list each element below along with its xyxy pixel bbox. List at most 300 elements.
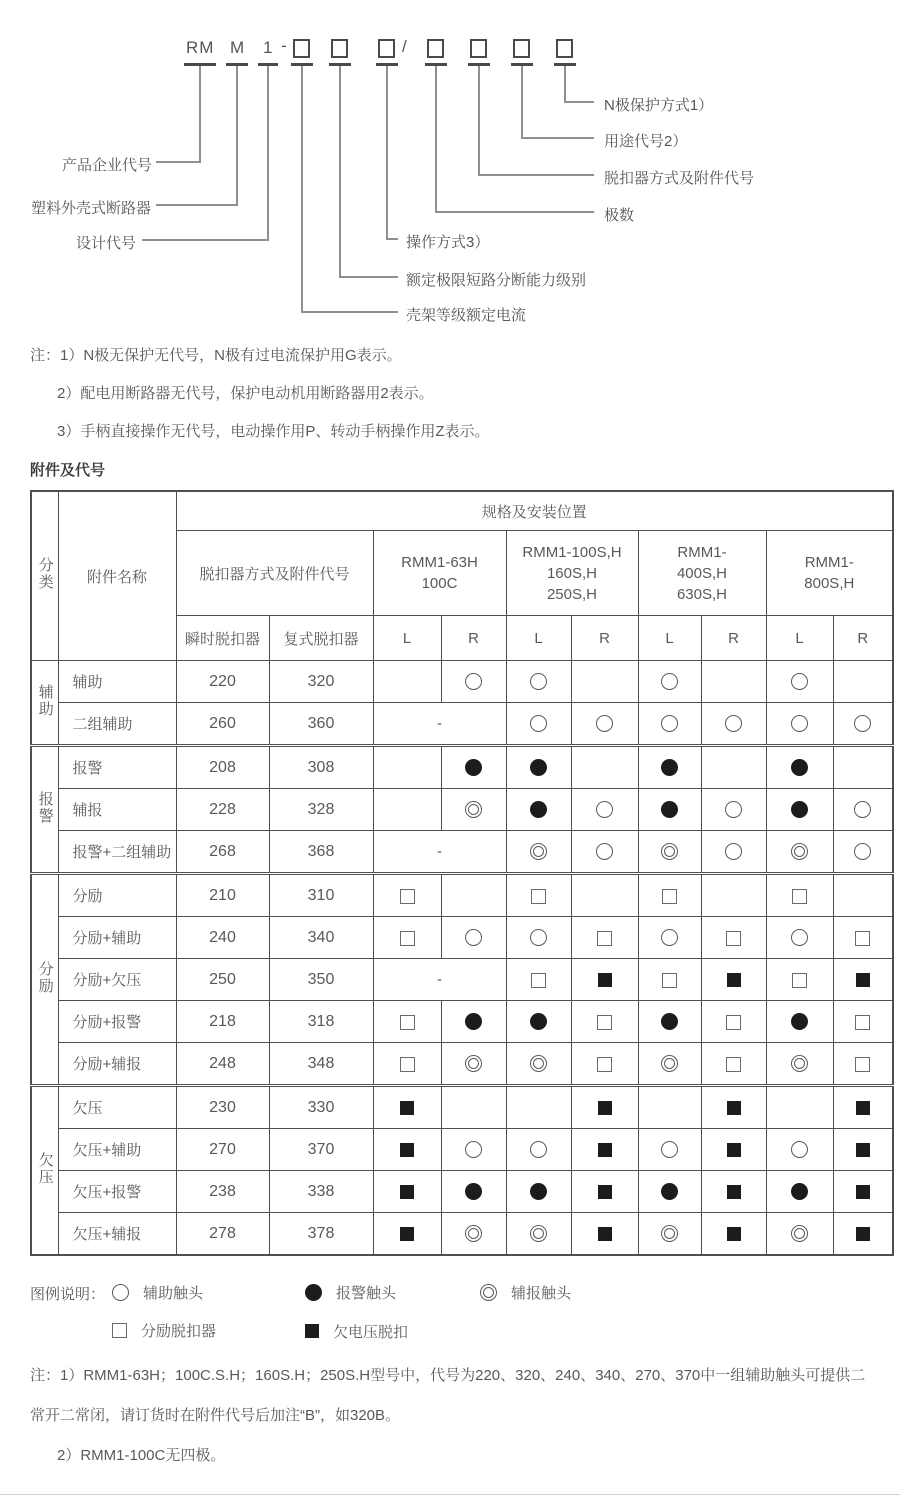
bottom-note-2: 2）RMM1-100C无四极。 <box>57 1447 226 1464</box>
filled-circle-symbol <box>530 801 547 818</box>
position-cell <box>701 874 766 917</box>
circle-symbol <box>112 1284 129 1301</box>
position-cell <box>571 874 638 917</box>
product-line: 100C <box>421 575 458 592</box>
compound-code-cell: 360 <box>269 703 373 746</box>
position-cell <box>571 703 638 746</box>
position-cell <box>506 874 571 917</box>
double-circle-symbol <box>791 1055 808 1072</box>
position-cell <box>766 789 833 831</box>
position-cell <box>833 661 893 703</box>
position-cell <box>373 746 441 789</box>
filled-circle-symbol <box>661 759 678 776</box>
header-release-mode: 脱扣器方式及附件代号 <box>176 531 373 616</box>
position-cell <box>571 1129 638 1171</box>
square-symbol <box>112 1323 127 1338</box>
compound-code-cell: 318 <box>269 1001 373 1043</box>
filled-square-symbol <box>727 1227 741 1241</box>
legend-item-text: 辅助触头 <box>143 1284 204 1302</box>
position-cell <box>638 1213 701 1256</box>
position-cell <box>506 1086 571 1129</box>
table-row <box>31 959 893 1001</box>
instant-code-cell: 208 <box>176 746 269 789</box>
table-row <box>31 1171 893 1213</box>
filled-square-symbol <box>727 1101 741 1115</box>
circle-symbol <box>530 929 547 946</box>
label-operation-mode: 操作方式3） <box>406 234 490 251</box>
position-cell <box>833 917 893 959</box>
position-cell <box>701 1129 766 1171</box>
filled-square-symbol <box>856 1101 870 1115</box>
position-cell <box>766 959 833 1001</box>
group-label-cell <box>31 874 58 1086</box>
accessories-table <box>30 490 894 1256</box>
header-position-l: L <box>638 616 701 661</box>
square-symbol <box>400 889 415 904</box>
accessory-name-cell: 辅报 <box>58 789 176 831</box>
position-cell <box>766 1213 833 1256</box>
position-cell <box>373 1129 441 1171</box>
position-cell <box>766 1129 833 1171</box>
accessory-name-cell: 欠压+报警 <box>58 1171 176 1213</box>
position-cell <box>766 661 833 703</box>
square-symbol <box>792 973 807 988</box>
header-product-group <box>506 531 638 616</box>
filled-circle-symbol <box>791 1013 808 1030</box>
filled-square-symbol <box>856 1185 870 1199</box>
position-cell <box>701 1171 766 1213</box>
legend-item-text: 报警触头 <box>336 1284 397 1302</box>
position-cell <box>373 1213 441 1256</box>
position-cell <box>571 1001 638 1043</box>
compound-code-cell: 350 <box>269 959 373 1001</box>
label-breaking-capacity: 额定极限短路分断能力级别 <box>406 272 587 289</box>
compound-code-cell: 368 <box>269 831 373 874</box>
accessory-name-cell: 分励+报警 <box>58 1001 176 1043</box>
position-cell <box>701 746 766 789</box>
position-cell <box>506 746 571 789</box>
position-cell <box>701 789 766 831</box>
label-design-code: 设计代号 <box>75 235 136 252</box>
position-cell <box>373 917 441 959</box>
position-cell <box>833 789 893 831</box>
position-cell <box>571 746 638 789</box>
label-release-mode: 脱扣器方式及附件代号 <box>604 170 755 187</box>
position-cell <box>373 1001 441 1043</box>
instant-code-cell: 268 <box>176 831 269 874</box>
instant-code-cell: 238 <box>176 1171 269 1213</box>
circle-symbol <box>725 801 742 818</box>
position-cell <box>701 917 766 959</box>
circle-symbol <box>596 843 613 860</box>
table-row <box>31 1129 893 1171</box>
double-circle-symbol <box>465 801 482 818</box>
position-cell <box>833 959 893 1001</box>
position-cell <box>833 874 893 917</box>
circle-symbol <box>725 715 742 732</box>
code-type: M <box>230 38 246 57</box>
header-category <box>31 491 58 661</box>
position-cell <box>833 1001 893 1043</box>
circle-symbol <box>596 715 613 732</box>
position-cell <box>373 1043 441 1086</box>
position-cell <box>701 703 766 746</box>
circle-symbol <box>530 673 547 690</box>
position-cell <box>571 789 638 831</box>
filled-circle-symbol <box>530 759 547 776</box>
position-cell <box>701 1086 766 1129</box>
circle-symbol <box>465 673 482 690</box>
group-label-text: 分励 <box>36 960 54 995</box>
accessory-name-cell: 欠压 <box>58 1086 176 1129</box>
filled-square-symbol <box>598 1227 612 1241</box>
table-row <box>31 831 893 874</box>
dash-cell: - <box>373 831 506 874</box>
instant-code-cell: 270 <box>176 1129 269 1171</box>
position-cell <box>506 1213 571 1256</box>
position-cell <box>638 1129 701 1171</box>
filled-circle-symbol <box>530 1183 547 1200</box>
double-circle-symbol <box>530 843 547 860</box>
circle-symbol <box>661 715 678 732</box>
header-accessory-name: 附件名称 <box>58 491 176 661</box>
circle-symbol <box>791 715 808 732</box>
double-circle-symbol <box>530 1055 547 1072</box>
position-cell <box>571 1043 638 1086</box>
position-cell <box>833 746 893 789</box>
product-line: RMM1- <box>804 554 854 571</box>
position-cell <box>441 661 506 703</box>
position-cell <box>638 959 701 1001</box>
position-cell <box>571 1086 638 1129</box>
square-symbol <box>400 931 415 946</box>
header-position-l: L <box>506 616 571 661</box>
instant-code-cell: 278 <box>176 1213 269 1256</box>
square-symbol <box>662 973 677 988</box>
legend-item-text: 辅报触头 <box>511 1284 572 1302</box>
position-cell <box>571 661 638 703</box>
position-cell <box>766 1001 833 1043</box>
square-symbol <box>400 1057 415 1072</box>
position-cell <box>373 1171 441 1213</box>
dash-cell: - <box>373 703 506 746</box>
filled-square-symbol <box>598 973 612 987</box>
filled-square-symbol <box>856 1227 870 1241</box>
legend-item <box>305 1282 480 1303</box>
compound-code-cell: 328 <box>269 789 373 831</box>
double-circle-symbol <box>791 843 808 860</box>
header-position-r: R <box>833 616 893 661</box>
position-cell <box>506 1171 571 1213</box>
note-1: 注：1）N极无保护无代号，N极有过电流保护用G表示。 <box>30 347 402 364</box>
circle-symbol <box>661 1141 678 1158</box>
circle-symbol <box>854 801 871 818</box>
header-position-l: L <box>373 616 441 661</box>
table-row <box>31 1086 893 1129</box>
position-cell <box>638 831 701 874</box>
filled-circle-symbol <box>661 1013 678 1030</box>
legend-item-text: 欠电压脱扣 <box>333 1323 409 1341</box>
header-spec-position: 规格及安装位置 <box>176 491 893 531</box>
position-cell <box>766 874 833 917</box>
header-position-r: R <box>571 616 638 661</box>
filled-circle-symbol <box>465 759 482 776</box>
legend-item <box>112 1282 305 1303</box>
accessory-name-cell: 报警 <box>58 746 176 789</box>
filled-square-symbol <box>598 1185 612 1199</box>
group-label-cell <box>31 661 58 746</box>
code-slash: / <box>402 37 408 56</box>
label-n-pole: N极保护方式1） <box>604 97 714 114</box>
position-cell <box>638 1043 701 1086</box>
label-frame-current: 壳架等级额定电流 <box>406 307 527 324</box>
accessory-name-cell: 分励+辅报 <box>58 1043 176 1086</box>
product-line: RMM1-63H <box>401 554 478 571</box>
filled-square-symbol <box>598 1101 612 1115</box>
legend-label: 图例说明： <box>30 1285 106 1303</box>
instant-code-cell: 248 <box>176 1043 269 1086</box>
compound-code-cell: 378 <box>269 1213 373 1256</box>
note-3: 3）手柄直接操作无代号，电动操作用P、转动手柄操作用Z表示。 <box>57 423 490 440</box>
square-symbol <box>855 1057 870 1072</box>
note-2: 2）配电用断路器无代号，保护电动机用断路器用2表示。 <box>57 385 434 402</box>
circle-symbol <box>791 673 808 690</box>
instant-code-cell: 220 <box>176 661 269 703</box>
position-cell <box>638 874 701 917</box>
position-cell <box>833 1171 893 1213</box>
square-symbol <box>855 1015 870 1030</box>
compound-code-cell: 310 <box>269 874 373 917</box>
filled-square-symbol <box>856 1143 870 1157</box>
position-cell <box>506 789 571 831</box>
table-row <box>31 1001 893 1043</box>
legend-item <box>112 1320 305 1341</box>
square-symbol <box>726 1057 741 1072</box>
circle-symbol <box>791 929 808 946</box>
filled-circle-symbol <box>530 1013 547 1030</box>
filled-square-symbol <box>400 1143 414 1157</box>
filled-square-symbol <box>598 1143 612 1157</box>
position-cell <box>638 1001 701 1043</box>
compound-code-cell: 348 <box>269 1043 373 1086</box>
table-row <box>31 661 893 703</box>
filled-square-symbol <box>400 1227 414 1241</box>
circle-symbol <box>465 1141 482 1158</box>
position-cell <box>571 959 638 1001</box>
product-line: 800S,H <box>804 575 855 592</box>
double-circle-symbol <box>465 1225 482 1242</box>
table-row <box>31 874 893 917</box>
position-cell <box>506 1043 571 1086</box>
square-symbol <box>531 889 546 904</box>
group-label-text: 报警 <box>36 790 54 825</box>
double-circle-symbol <box>465 1055 482 1072</box>
legend <box>30 1282 900 1342</box>
position-cell <box>766 1086 833 1129</box>
filled-circle-symbol <box>791 759 808 776</box>
position-cell <box>506 831 571 874</box>
position-cell <box>506 1129 571 1171</box>
filled-square-symbol <box>400 1185 414 1199</box>
circle-symbol <box>661 673 678 690</box>
instant-code-cell: 250 <box>176 959 269 1001</box>
instant-code-cell: 230 <box>176 1086 269 1129</box>
bottom-note-1: 注：1）RMM1-63H；100C.S.H；160S.H；250S.H型号中，代号为220、320、240、340、270、370中一组辅助触头可提供二常开二常闭，请订货时在附件代号后加注“B”，如320B。 <box>30 1367 866 1424</box>
accessory-name-cell: 分励 <box>58 874 176 917</box>
position-cell <box>506 703 571 746</box>
filled-circle-symbol <box>465 1183 482 1200</box>
double-circle-symbol <box>661 1225 678 1242</box>
accessory-name-cell: 欠压+辅助 <box>58 1129 176 1171</box>
filled-square-symbol <box>400 1101 414 1115</box>
table-header-row <box>31 491 893 531</box>
position-cell <box>833 1129 893 1171</box>
accessory-name-cell: 报警+二组辅助 <box>58 831 176 874</box>
position-cell <box>638 789 701 831</box>
circle-symbol <box>854 843 871 860</box>
circle-symbol <box>465 929 482 946</box>
circle-symbol <box>854 715 871 732</box>
position-cell <box>506 661 571 703</box>
bottom-notes <box>30 1356 878 1476</box>
header-product-group <box>638 531 766 616</box>
filled-circle-symbol <box>465 1013 482 1030</box>
header-category-text: 分类 <box>36 557 54 591</box>
position-cell <box>701 959 766 1001</box>
accessory-name-cell: 辅助 <box>58 661 176 703</box>
instant-code-cell: 228 <box>176 789 269 831</box>
header-instant-release: 瞬时脱扣器 <box>176 616 269 661</box>
dash-cell: - <box>373 959 506 1001</box>
legend-row-2 <box>30 1320 900 1342</box>
double-circle-symbol <box>661 1055 678 1072</box>
accessory-name-cell: 二组辅助 <box>58 703 176 746</box>
position-cell <box>833 1043 893 1086</box>
table-row <box>31 917 893 959</box>
square-symbol <box>726 931 741 946</box>
code-hyphen: - <box>281 36 288 55</box>
circle-symbol <box>661 929 678 946</box>
table-row <box>31 703 893 746</box>
position-cell <box>766 917 833 959</box>
double-circle-symbol <box>480 1284 497 1301</box>
header-position-r: R <box>701 616 766 661</box>
position-cell <box>701 661 766 703</box>
filled-circle-symbol <box>791 801 808 818</box>
position-cell <box>441 1001 506 1043</box>
compound-code-cell: 338 <box>269 1171 373 1213</box>
position-cell <box>441 1043 506 1086</box>
position-cell <box>373 1086 441 1129</box>
code-company: RM <box>186 38 215 57</box>
accessory-name-cell: 分励+辅助 <box>58 917 176 959</box>
code-design: 1 <box>263 38 274 57</box>
position-cell <box>441 1129 506 1171</box>
position-cell <box>638 703 701 746</box>
label-mccb: 塑料外壳式断路器 <box>30 200 151 217</box>
filled-square-symbol <box>727 1143 741 1157</box>
position-cell <box>701 1001 766 1043</box>
position-cell <box>833 703 893 746</box>
filled-circle-symbol <box>661 1183 678 1200</box>
position-cell <box>701 1213 766 1256</box>
legend-row-1 <box>30 1282 900 1304</box>
legend-item-text: 分励脱扣器 <box>141 1323 217 1340</box>
position-cell <box>638 917 701 959</box>
product-line: 250S,H <box>546 585 598 603</box>
filled-circle-symbol <box>305 1284 322 1301</box>
instant-code-cell: 260 <box>176 703 269 746</box>
position-cell <box>766 703 833 746</box>
legend-item <box>480 1282 655 1303</box>
square-symbol <box>726 1015 741 1030</box>
header-position-r: R <box>441 616 506 661</box>
circle-symbol <box>530 1141 547 1158</box>
position-cell <box>701 1043 766 1086</box>
position-cell <box>441 874 506 917</box>
position-cell <box>506 959 571 1001</box>
table-title: 附件及代号 <box>30 462 106 479</box>
filled-circle-symbol <box>791 1183 808 1200</box>
position-cell <box>441 789 506 831</box>
table-row <box>31 1213 893 1256</box>
position-cell <box>638 1171 701 1213</box>
filled-square-symbol <box>727 1185 741 1199</box>
position-cell <box>571 831 638 874</box>
filled-square-symbol <box>727 973 741 987</box>
model-designation-diagram <box>0 0 900 335</box>
square-symbol <box>597 931 612 946</box>
header-product-group <box>373 531 506 616</box>
circle-symbol <box>791 1141 808 1158</box>
accessory-name-cell: 欠压+辅报 <box>58 1213 176 1256</box>
position-cell <box>638 746 701 789</box>
square-symbol <box>400 1015 415 1030</box>
position-cell <box>638 661 701 703</box>
group-label-cell <box>31 1086 58 1256</box>
group-label-text: 辅助 <box>36 683 54 718</box>
position-cell <box>441 746 506 789</box>
double-circle-symbol <box>791 1225 808 1242</box>
position-cell <box>833 831 893 874</box>
product-line: RMM1-100S,H <box>522 543 622 561</box>
circle-symbol <box>725 843 742 860</box>
product-line: 630S,H <box>676 585 728 603</box>
compound-code-cell: 320 <box>269 661 373 703</box>
position-cell <box>571 917 638 959</box>
double-circle-symbol <box>661 843 678 860</box>
label-poles: 极数 <box>604 207 635 224</box>
position-cell <box>766 831 833 874</box>
position-cell <box>701 831 766 874</box>
product-line: 160S,H <box>546 564 598 582</box>
accessory-name-cell: 分励+欠压 <box>58 959 176 1001</box>
position-cell <box>638 1086 701 1129</box>
position-cell <box>373 789 441 831</box>
table-row <box>31 1043 893 1086</box>
diagram-notes <box>30 345 900 442</box>
position-cell <box>571 1171 638 1213</box>
label-company-code: 产品企业代号 <box>61 157 152 174</box>
filled-square-symbol <box>305 1324 319 1338</box>
position-cell <box>766 1043 833 1086</box>
position-cell <box>441 1213 506 1256</box>
filled-square-symbol <box>856 973 870 987</box>
table-row <box>31 746 893 789</box>
header-product-group <box>766 531 893 616</box>
position-cell <box>833 1213 893 1256</box>
position-cell <box>833 1086 893 1129</box>
